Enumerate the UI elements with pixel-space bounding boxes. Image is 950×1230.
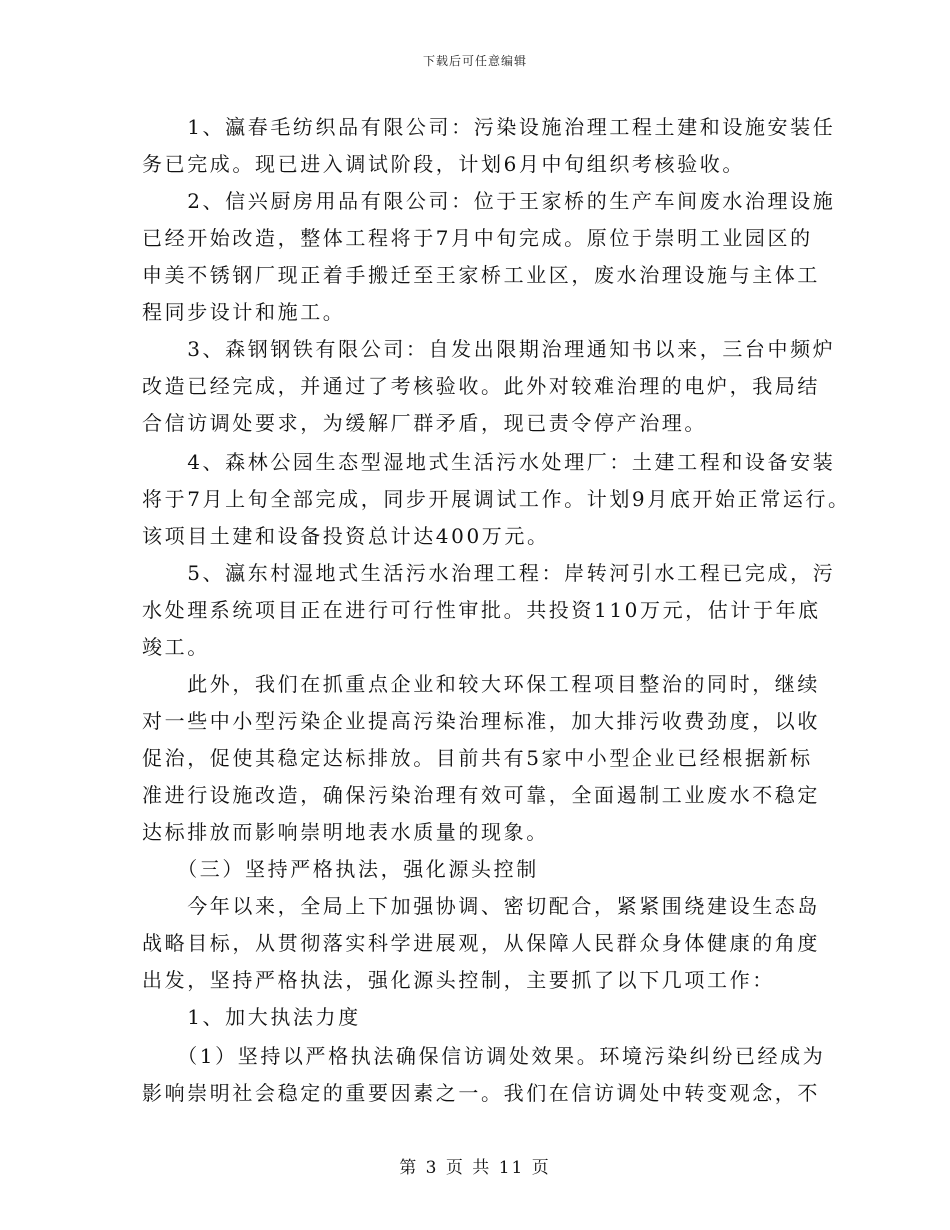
paragraph-line: 3、森钢钢铁有限公司：自发出限期治理通知书以来，三台中频炉	[142, 337, 836, 361]
paragraph-line: 促治，促使其稳定达标排放。目前共有5家中小型企业已经根据新标	[142, 746, 813, 770]
paragraph-line: 战略目标，从贯彻落实科学进展观，从保障人民群众身体健康的角度	[142, 931, 820, 955]
page-header: 下载后可任意编辑	[422, 54, 527, 68]
paragraph-line: 合信访调处要求，为缓解厂群矛盾，现已责令停产治理。	[142, 411, 707, 435]
paragraph-line: 竣工。	[142, 635, 210, 659]
paragraph-line: 已经开始改造，整体工程将于7月中旬完成。原位于崇明工业园区的	[142, 226, 813, 250]
paragraph-line: 准进行设施改造，确保污染治理有效可靠，全面遏制工业废水不稳定	[142, 783, 820, 807]
subsection-heading: 1、加大执法力度	[142, 1005, 361, 1029]
paragraph-line: 5、瀛东村湿地式生活污水治理工程：岸转河引水工程已完成，污	[142, 561, 836, 585]
paragraph-line: 该项目土建和设备投资总计达400万元。	[142, 524, 550, 548]
paragraph-line: （1）坚持以严格执法确保信访调处效果。环境污染纠纷已经成为	[142, 1044, 826, 1068]
paragraph-line: 出发，坚持严格执法，强化源头控制，主要抓了以下几项工作：	[142, 968, 775, 992]
paragraph-line: 达标排放而影响崇明地表水质量的现象。	[142, 820, 549, 844]
paragraph-line: 务已完成。现已进入调试阶段，计划6月中旬组织考核验收。	[142, 152, 745, 176]
paragraph-line: 程同步设计和施工。	[142, 300, 346, 324]
paragraph-line: 2、信兴厨房用品有限公司：位于王家桥的生产车间废水治理设施	[142, 189, 836, 213]
paragraph-line: 今年以来，全局上下加强协调、密切配合，紧紧围绕建设生态岛	[142, 894, 820, 918]
paragraph-line: 对一些中小型污染企业提高污染治理标准，加大排污收费劲度，以收	[142, 709, 820, 733]
paragraph-line: 水处理系统项目正在进行可行性审批。共投资110万元，估计于年底	[142, 598, 821, 622]
section-heading: （三）坚持严格执法，强化源头控制	[142, 857, 539, 881]
paragraph-line: 改造已经完成，并通过了考核验收。此外对较难治理的电炉，我局结	[142, 374, 820, 398]
paragraph-line: 申美不锈钢厂现正着手搬迁至王家桥工业区，废水治理设施与主体工	[142, 263, 820, 287]
paragraph-line: 4、森林公园生态型湿地式生活污水处理厂：土建工程和设备安装	[142, 450, 836, 474]
paragraph-line: 此外，我们在抓重点企业和较大环保工程项目整治的同时，继续	[142, 672, 820, 696]
page-number-footer: 第 3 页 共 11 页	[399, 1158, 551, 1178]
paragraph-line: 1、瀛春毛纺织品有限公司：污染设施治理工程土建和设施安装任	[142, 115, 836, 139]
paragraph-line: 影响崇明社会稳定的重要因素之一。我们在信访调处中转变观念，不	[142, 1081, 820, 1105]
paragraph-line: 将于7月上旬全部完成，同步开展调试工作。计划9月底开始正常运行。	[142, 487, 851, 511]
